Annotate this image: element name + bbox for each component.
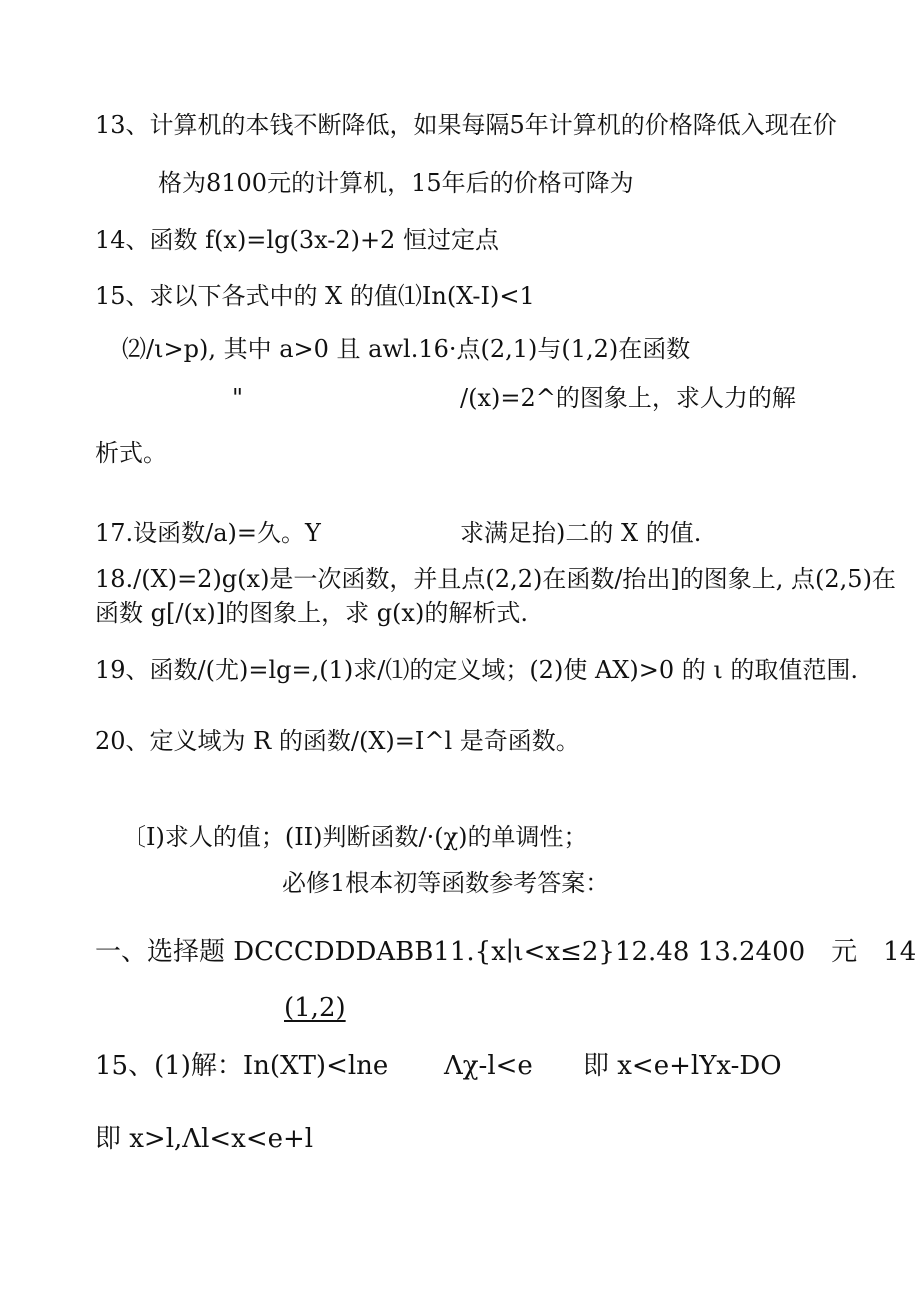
question-17-right: 求满足抬)二的 X 的值. (460, 519, 702, 547)
answer-15-line-2: 即 x>l,Λl<x<e+l (95, 1124, 314, 1154)
question-15-line-2: ⑵/ι>p), 其中 a>0 且 awl.16·点(2,1)与(1,2)在函数 (122, 335, 691, 363)
question-18-line-1: 18./(X)=2)g(x)是一次函数，并且点(2,2)在函数/抬出]的图象上, 点(2,5)在 (95, 565, 896, 593)
question-20-parts: 〔I)求人的值；(II)判断函数/·(χ)的单调性； (122, 823, 588, 851)
question-20: 20、定义域为 R 的函数/(X)=I^l 是奇函数。 (95, 727, 580, 755)
question-16-quote-mark: " (232, 384, 244, 412)
question-16-line-3: 析式。 (95, 439, 167, 467)
question-14: 14、函数 f(x)=lg(3x-2)+2 恒过定点 (95, 226, 499, 254)
answer-15-line-left: 15、(1)解：In(XT)<lne (95, 1051, 389, 1081)
question-15-line-1: 15、求以下各式中的 X 的值⑴In(X-I)<1 (95, 282, 535, 310)
answer-15-line-right: 即 x<e+lYx-DO (583, 1051, 782, 1081)
answers-choice-line: 一、选择题 DCCCDDDABB11.{x∣ι<x≤2}12.48 13.2400 元 14 (95, 937, 917, 967)
question-13-line-1: 13、计算机的本钱不断降低，如果每隔5年计算机的价格降低入现在价 (95, 111, 837, 139)
answer-15-line-mid: Λχ-l<e (444, 1051, 533, 1081)
question-13-line-2: 格为8100元的计算机，15年后的价格可降为 (158, 169, 634, 197)
question-17-left: 17.设函数/a)=久。Y (95, 519, 321, 547)
answers-title: 必修1根本初等函数参考答案： (282, 869, 610, 897)
question-18-line-2: 函数 g[/(x)]的图象上，求 g(x)的解析式. (95, 599, 528, 627)
answers-14-value: (1,2) (284, 993, 346, 1023)
question-16-line-2: /(x)=2^的图象上，求人力的解 (460, 384, 796, 412)
question-19: 19、函数/(尤)=lg=,(1)求/⑴的定义域；(2)使 AX)>0 的 ι 的取值范围. (95, 656, 859, 684)
